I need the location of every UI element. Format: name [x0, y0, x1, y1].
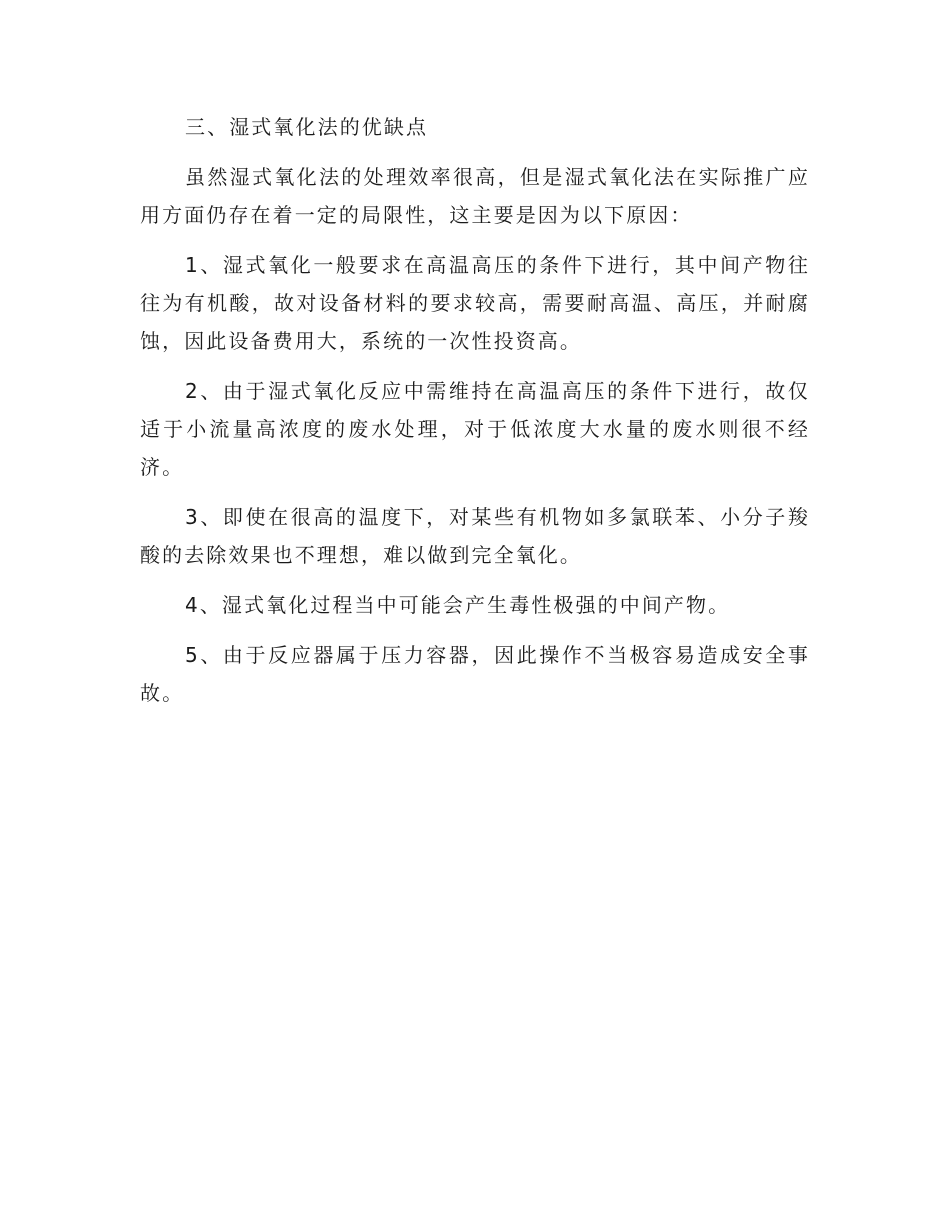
- point-paragraph-1: 1、湿式氧化一般要求在高温高压的条件下进行，其中间产物往往为有机酸，故对设备材料的要求较高，需要耐高温、高压，并耐腐蚀，因此设备费用大，系统的一次性投资高。: [140, 253, 810, 353]
- point-paragraph-3: 3、即使在很高的温度下，对某些有机物如多氯联苯、小分子羧酸的去除效果也不理想，难以做到完全氧化。: [140, 505, 810, 567]
- intro-paragraph: 虽然湿式氧化法的处理效率很高，但是湿式氧化法在实际推广应用方面仍存在着一定的局限性，这主要是因为以下原因：: [140, 165, 810, 227]
- section-heading: 三、湿式氧化法的优缺点: [185, 115, 429, 139]
- point-paragraph-5: 5、由于反应器属于压力容器，因此操作不当极容易造成安全事故。: [140, 643, 810, 705]
- point-paragraph-2: 2、由于湿式氧化反应中需维持在高温高压的条件下进行，故仅适于小流量高浓度的废水处理，对于低浓度大水量的废水则很不经济。: [140, 379, 810, 479]
- point-paragraph-4: 4、湿式氧化过程当中可能会产生毒性极强的中间产物。: [185, 593, 731, 617]
- document-body: [140, 108, 810, 724]
